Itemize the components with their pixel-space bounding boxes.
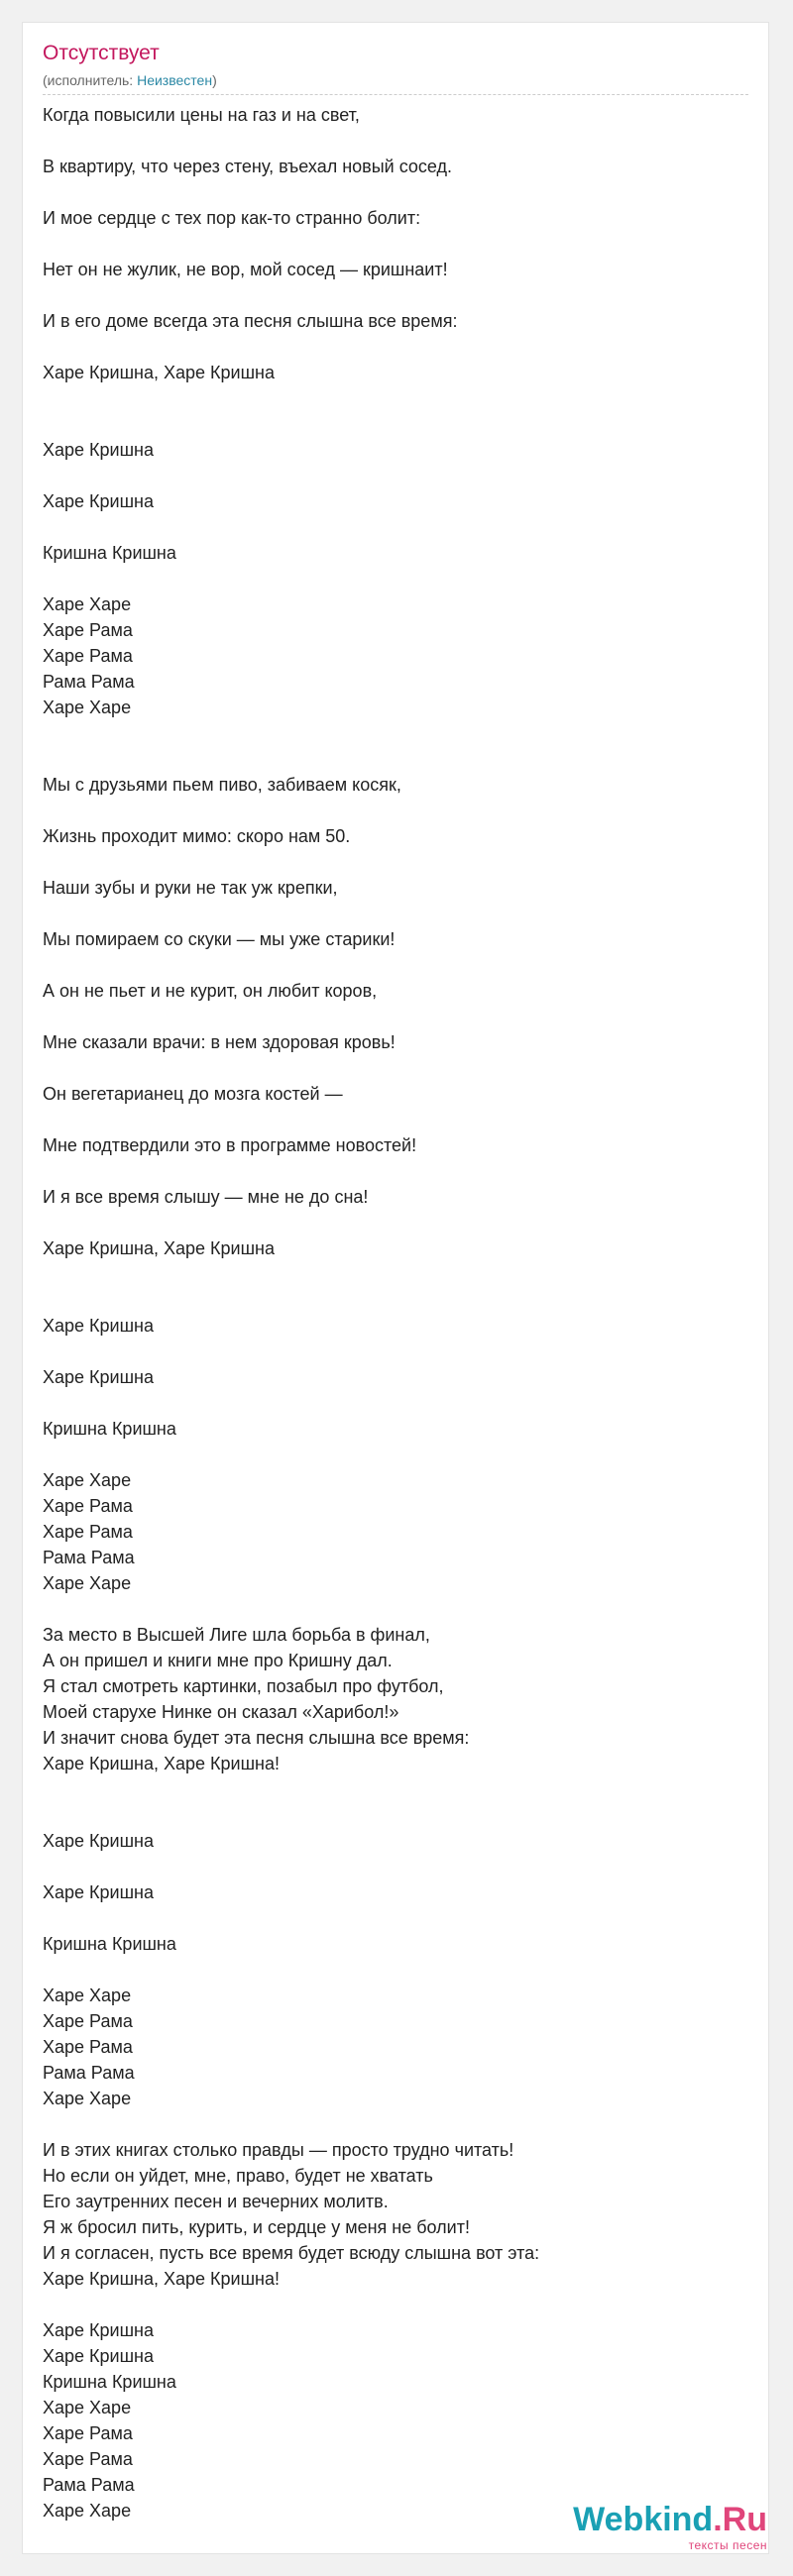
lyric-line: Жизнь проходит мимо: скоро нам 50. [43, 826, 351, 846]
lyric-blank-line [43, 746, 736, 772]
lyric-line: Рама Рама [43, 2475, 135, 2495]
lyric-line: Харе Кришна [43, 491, 154, 511]
lyric-line: Харе Харе [43, 2501, 132, 2521]
lyric-line: Харе Харе [43, 2089, 132, 2108]
lyric-blank-line [43, 952, 736, 978]
lyric-line: И в его доме всегда эта песня слышна все время: [43, 311, 458, 331]
lyric-line: Харе Рама [43, 2037, 133, 2057]
lyric-line: Харе Харе [43, 1470, 132, 1490]
lyric-blank-line [43, 1776, 736, 1802]
lyric-line: Мы с друзьями пьем пиво, забиваем косяк, [43, 775, 401, 795]
lyric-line: Харе Харе [43, 1573, 132, 1593]
lyric-line: Харе Кришна [43, 1367, 154, 1387]
lyric-line: Харе Харе [43, 698, 132, 717]
lyric-line: Я стал смотреть картинки, позабыл про футбол, [43, 1676, 444, 1696]
lyric-blank-line [43, 334, 736, 360]
lyric-line: Рама Рама [43, 1548, 135, 1567]
lyric-blank-line [43, 1339, 736, 1364]
lyric-blank-line [43, 1802, 736, 1828]
logo-web: Web [573, 2501, 644, 2538]
lyric-line: Кришна Кришна [43, 2372, 176, 2392]
artist-prefix: (исполнитель: [43, 72, 138, 88]
lyric-blank-line [43, 463, 736, 488]
lyric-blank-line [43, 1210, 736, 1235]
lyric-blank-line [43, 2292, 736, 2317]
lyric-line: И в этих книгах столько правды — просто трудно читать! [43, 2140, 514, 2160]
lyric-blank-line [43, 128, 736, 154]
lyric-line: Я ж бросил пить, курить, и сердце у меня не болит! [43, 2217, 470, 2237]
lyric-line: Харе Кришна [43, 440, 154, 460]
lyric-line: Харе Кришна [43, 1882, 154, 1902]
lyric-blank-line [43, 566, 736, 591]
lyric-line: За место в Высшей Лиге шла борьба в финал, [43, 1625, 430, 1645]
lyric-blank-line [43, 1287, 736, 1313]
lyric-blank-line [43, 282, 736, 308]
lyric-line: Харе Рама [43, 2449, 133, 2469]
lyric-line: Он вегетарианец до мозга костей — [43, 1084, 343, 1104]
lyric-line: Харе Рама [43, 646, 133, 666]
lyric-blank-line [43, 411, 736, 437]
logo-ru: .Ru [713, 2501, 767, 2538]
lyric-line: Рама Рама [43, 672, 135, 692]
lyric-line: А он не пьет и не курит, он любит коров, [43, 981, 378, 1001]
lyric-line: И значит снова будет эта песня слышна все время: [43, 1728, 470, 1748]
lyric-blank-line [43, 1261, 736, 1287]
lyric-blank-line [43, 1055, 736, 1081]
lyric-line: Когда повысили цены на газ и на свет, [43, 105, 360, 125]
header-divider [43, 94, 748, 95]
lyric-line: Харе Кришна, Харе Кришна [43, 1238, 275, 1258]
lyric-line: Харе Рама [43, 2011, 133, 2031]
lyric-line: Кришна Кришна [43, 1934, 176, 1954]
lyric-blank-line [43, 1107, 736, 1132]
logo-kind: kind [643, 2501, 714, 2538]
logo-wordmark [573, 2503, 767, 2536]
lyric-blank-line [43, 798, 736, 823]
lyric-blank-line [43, 231, 736, 257]
lyric-line: Харе Кришна, Харе Кришна! [43, 2269, 280, 2289]
lyric-blank-line [43, 1158, 736, 1184]
lyric-line: И я все время слышу — мне не до сна! [43, 1187, 369, 1207]
lyric-line: И я согласен, пусть все время будет всюду слышна вот эта: [43, 2243, 540, 2263]
lyric-line: А он пришел и книги мне про Кришну дал. [43, 1651, 393, 1670]
lyric-line: Харе Кришна [43, 2320, 154, 2340]
lyric-line: Харе Рама [43, 1496, 133, 1516]
lyrics-card [22, 22, 769, 2554]
lyric-blank-line [43, 1596, 736, 1622]
lyric-blank-line [43, 1957, 736, 1983]
lyric-blank-line [43, 179, 736, 205]
lyric-line: Мне сказали врачи: в нем здоровая кровь! [43, 1032, 396, 1052]
lyric-blank-line [43, 2111, 736, 2137]
lyric-line: Харе Кришна, Харе Кришна [43, 363, 275, 382]
lyric-line: Харе Кришна, Харе Кришна! [43, 1754, 280, 1773]
lyric-line: Харе Харе [43, 2398, 132, 2417]
lyric-line: Кришна Кришна [43, 543, 176, 563]
lyric-blank-line [43, 1390, 736, 1416]
lyric-line: Харе Харе [43, 1986, 132, 2005]
lyric-line: Но если он уйдет, мне, право, будет не хватать [43, 2166, 433, 2186]
lyric-line: Рама Рама [43, 2063, 135, 2083]
lyric-line: Мне подтвердили это в программе новостей! [43, 1135, 417, 1155]
lyric-line: И мое сердце с тех пор как-то странно болит: [43, 208, 421, 228]
lyric-line: В квартиру, что через стену, въехал новый сосед. [43, 157, 453, 176]
lyric-blank-line [43, 514, 736, 540]
lyric-line: Харе Рама [43, 1522, 133, 1542]
lyric-blank-line [43, 1854, 736, 1879]
webkind-logo[interactable] [573, 2503, 767, 2552]
lyric-line: Харе Кришна [43, 1316, 154, 1336]
lyric-blank-line [43, 385, 736, 411]
song-title: Отсутствует [43, 42, 160, 64]
lyric-line: Харе Харе [43, 594, 132, 614]
lyrics-text [43, 102, 736, 2523]
lyric-blank-line [43, 901, 736, 926]
lyric-blank-line [43, 1442, 736, 1467]
lyric-line: Нет он не жулик, не вор, мой сосед — кришнаит! [43, 260, 448, 279]
lyric-line: Харе Кришна [43, 1831, 154, 1851]
lyric-blank-line [43, 1905, 736, 1931]
artist-link[interactable]: Неизвестен [137, 72, 213, 88]
lyric-line: Его заутренних песен и вечерних молитв. [43, 2192, 389, 2211]
lyric-blank-line [43, 849, 736, 875]
lyric-line: Харе Рама [43, 620, 133, 640]
lyric-line: Кришна Кришна [43, 1419, 176, 1439]
lyric-line: Харе Рама [43, 2423, 133, 2443]
lyric-blank-line [43, 1004, 736, 1029]
artist-suffix: ) [212, 72, 217, 88]
lyric-blank-line [43, 720, 736, 746]
lyric-line: Мы помираем со скуки — мы уже старики! [43, 929, 396, 949]
lyric-line: Наши зубы и руки не так уж крепки, [43, 878, 338, 898]
lyric-line: Харе Кришна [43, 2346, 154, 2366]
lyric-line: Моей старухе Нинке он сказал «Харибол!» [43, 1702, 399, 1722]
logo-subtitle: тексты песен [688, 2538, 767, 2552]
artist-line [43, 72, 217, 89]
